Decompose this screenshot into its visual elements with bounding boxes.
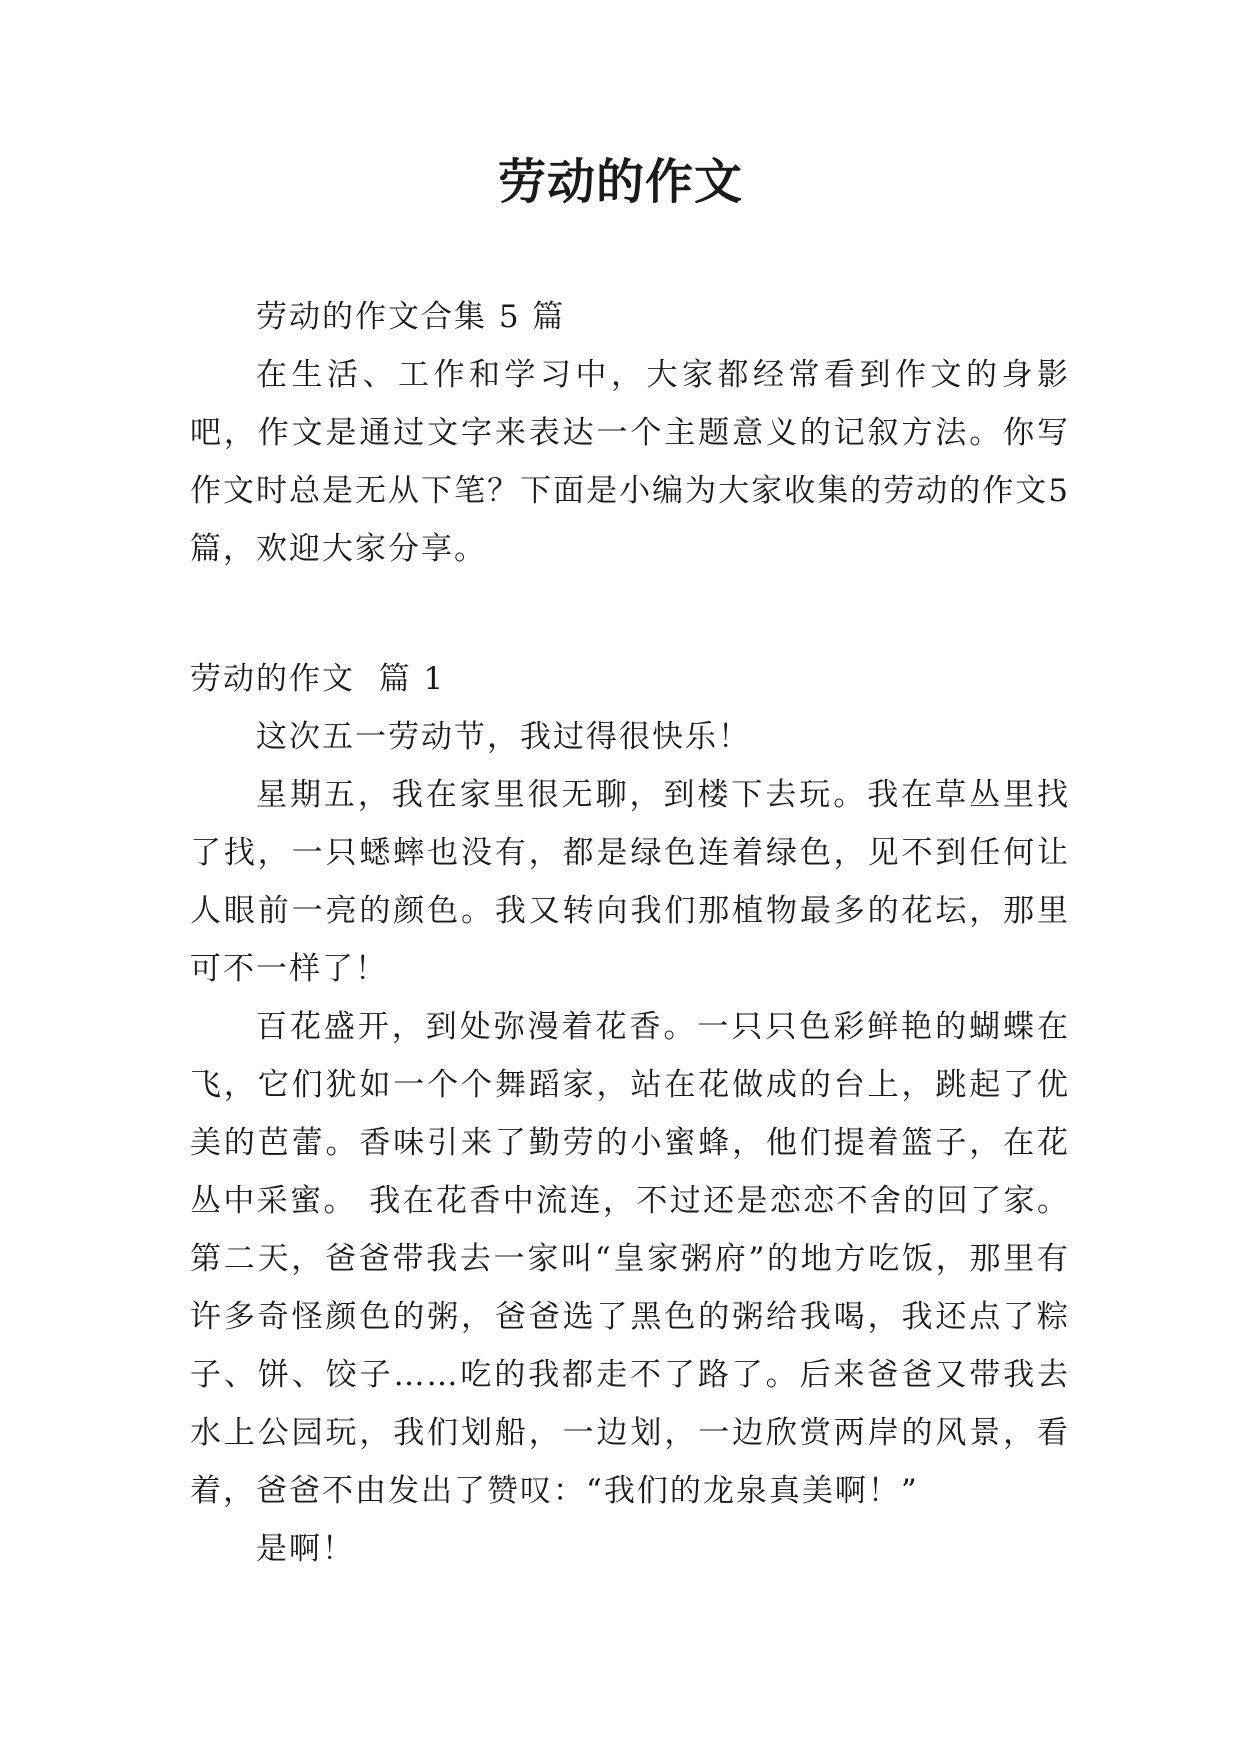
body-paragraph-3: 百花盛开，到处弥漫着花香。一只只色彩鲜艳的蝴蝶在飞，它们犹如一个个舞蹈家，站在花做成的台上，跳起了优美的芭蕾。香味引来了勤劳的小蜜蜂，他们提着篮子，在花丛中采蜜。 我在花香中流连，不过还是恋恋不舍的回了家。第二天，爸爸带我去一家叫“皇家粥府”的地方吃饭，那里有许多奇怪颜色的粥，爸爸选了黑色的粥给我喝，我还点了粽子、饼、饺子……吃的我都走不了路了。后来爸爸又带我去水上公园玩，我们划船，一边划，一边欣赏两岸的风景，看着，爸爸不由发出了赞叹：“我们的龙泉真美啊！” xyxy=(190,1009,1070,1509)
document-body xyxy=(190,288,1070,1578)
body-paragraph-2: 星期五，我在家里很无聊，到楼下去玩。我在草丛里找了找，一只蟋蟀也没有，都是绿色连着绿色，见不到任何让人眼前一亮的颜色。我又转向我们那植物最多的花坛，那里可不一样了！ xyxy=(190,777,1070,987)
body-paragraph-1: 这次五一劳动节，我过得很快乐！ xyxy=(256,719,751,755)
document-title: 劳动的作文 xyxy=(497,154,743,210)
body-paragraph-4: 是啊！ xyxy=(256,1531,355,1567)
document-subtitle: 劳动的作文合集 5 篇 xyxy=(256,299,566,335)
section-heading: 劳动的作文 篇 1 xyxy=(190,661,446,697)
intro-paragraph: 在生活、工作和学习中，大家都经常看到作文的身影吧，作文是通过文字来表达一个主题意义的记叙方法。你写作文时总是无从下笔？下面是小编为大家收集的劳动的作文5篇，欢迎大家分享。 xyxy=(190,357,1070,567)
